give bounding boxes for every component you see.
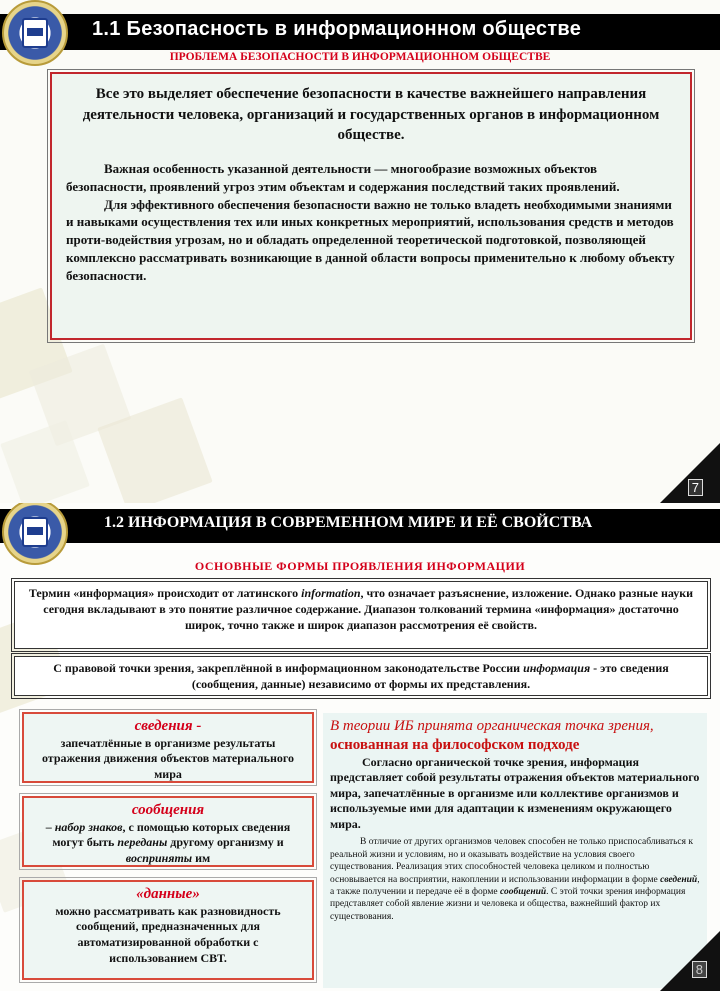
text-run: . С этой точки зрения информация представляет собой явление жизни и человека и общества, важнейший фактор их существования. [330, 886, 686, 922]
text-run: Термин «информация» происходит от латинского [28, 586, 302, 600]
form-text: запечатлённые в организме результаты отражения движения объектов материального мира [41, 735, 295, 781]
text-run-italic: переданы [117, 835, 168, 850]
slide-2 [0, 503, 720, 991]
text-run-italic: information [301, 586, 361, 600]
text-run: , что означает разъяснение, изложение. Однако разные науки сегодня вкладывают в это понятие различное содержание. Диапазон толкований термина «информация» достаточно широк, точно также и широк диапазон рассмотрения её свойств. [43, 586, 694, 632]
organic-theory-body: Согласно органической точке зрения, информация представляет собой результаты отражения объектов материального мира, запечатлённые в организме или коллективе организмов и используемые ими для адаптации к изменениям окружающего мира. [330, 754, 700, 831]
paragraph: Важная особенность указанной деятельности — многообразие возможных объектов безопасности, проявлений угроз этим объектам и содержания последствий таких проявлений. [66, 161, 620, 194]
slide-title: 1.1 Безопасность в информационном обществе [92, 18, 582, 40]
main-text-box [50, 72, 692, 340]
text-run: им [192, 850, 211, 865]
text-run: , а также получении и передаче её в форме [330, 874, 700, 897]
text-run: С правовой точки зрения, закреплённой в информационном законодательстве России [53, 661, 524, 675]
text-run: другому организму и [167, 835, 284, 850]
form-box-soobshcheniya [22, 796, 314, 867]
text-run: В отличие от других организмов человек способен не только приспосабливаться к реальной жизни и условиям, но и оказывать воздействие на условия своего существования. Реализация этих способностей человека целиком и полностью основывается на восприятии, накоплении и использовании информации в форме [330, 837, 694, 885]
form-box-dannye [22, 880, 314, 980]
page-number: 7 [688, 479, 703, 496]
slide-subtitle: ПРОБЛЕМА БЕЗОПАСНОСТИ В ИНФОРМАЦИОННОМ ОБЩЕСТВЕ [169, 51, 551, 63]
organic-theory-box [323, 713, 707, 988]
text-run-italic: восприняты [125, 850, 193, 865]
paragraph: Для эффективного обеспечения безопасности важно не только владеть необходимыми знаниями и навыками осуществления тех или иных конкретных мероприятий, использования средств и методов проти-водействия угрозам, но и обладать определенной теоретической подготовкой, позволяющей комплексно рассматривать возникающие в данной области вопросы применительно к любому объекту безопасности. [66, 196, 675, 283]
page-corner [660, 931, 720, 991]
page-number: 8 [692, 961, 707, 978]
university-logo [2, 503, 68, 565]
organic-theory-head [330, 717, 700, 755]
lead-paragraph: Все это выделяет обеспечение безопасности в качестве важнейшего направления деятельности человека, организаций и государственных органов в информационном обществе. [82, 86, 660, 144]
text-run-italic: информация [523, 661, 591, 675]
form-head: сведения - [134, 718, 202, 734]
text-run-bold: основанная на философском подходе [330, 736, 580, 753]
form-text: можно рассматривать как разновидность сообщений, предназначенных для автоматизированной обработки с использованием СВТ. [55, 903, 281, 965]
definition-box-term [14, 581, 708, 649]
definition-box-legal [14, 656, 708, 696]
form-head: «данные» [136, 886, 200, 902]
slide-title: 1.2 ИНФОРМАЦИЯ В СОВРЕМЕННОМ МИРЕ И ЕЁ СВОЙСТВА [104, 514, 593, 531]
form-text [32, 820, 304, 867]
text-run: - это сведения (сообщения, данные) независимо от формы их представления. [191, 661, 669, 691]
text-run-italic: сведений [660, 874, 698, 885]
text-run-italic: набор знаков [54, 819, 123, 834]
form-head: сообщения [131, 802, 205, 818]
text-run: – [45, 819, 55, 834]
form-box-svedeniya [22, 712, 314, 783]
organic-theory-note [330, 836, 700, 922]
text-run-italic: В теории ИБ принята органическая точка зрения, [330, 718, 654, 734]
text-run: , с помощью которых сведения могут быть [52, 819, 291, 850]
slide-subtitle: ОСНОВНЫЕ ФОРМЫ ПРОЯВЛЕНИЯ ИНФОРМАЦИИ [194, 559, 526, 573]
text-run-italic: сообщений [499, 886, 547, 897]
